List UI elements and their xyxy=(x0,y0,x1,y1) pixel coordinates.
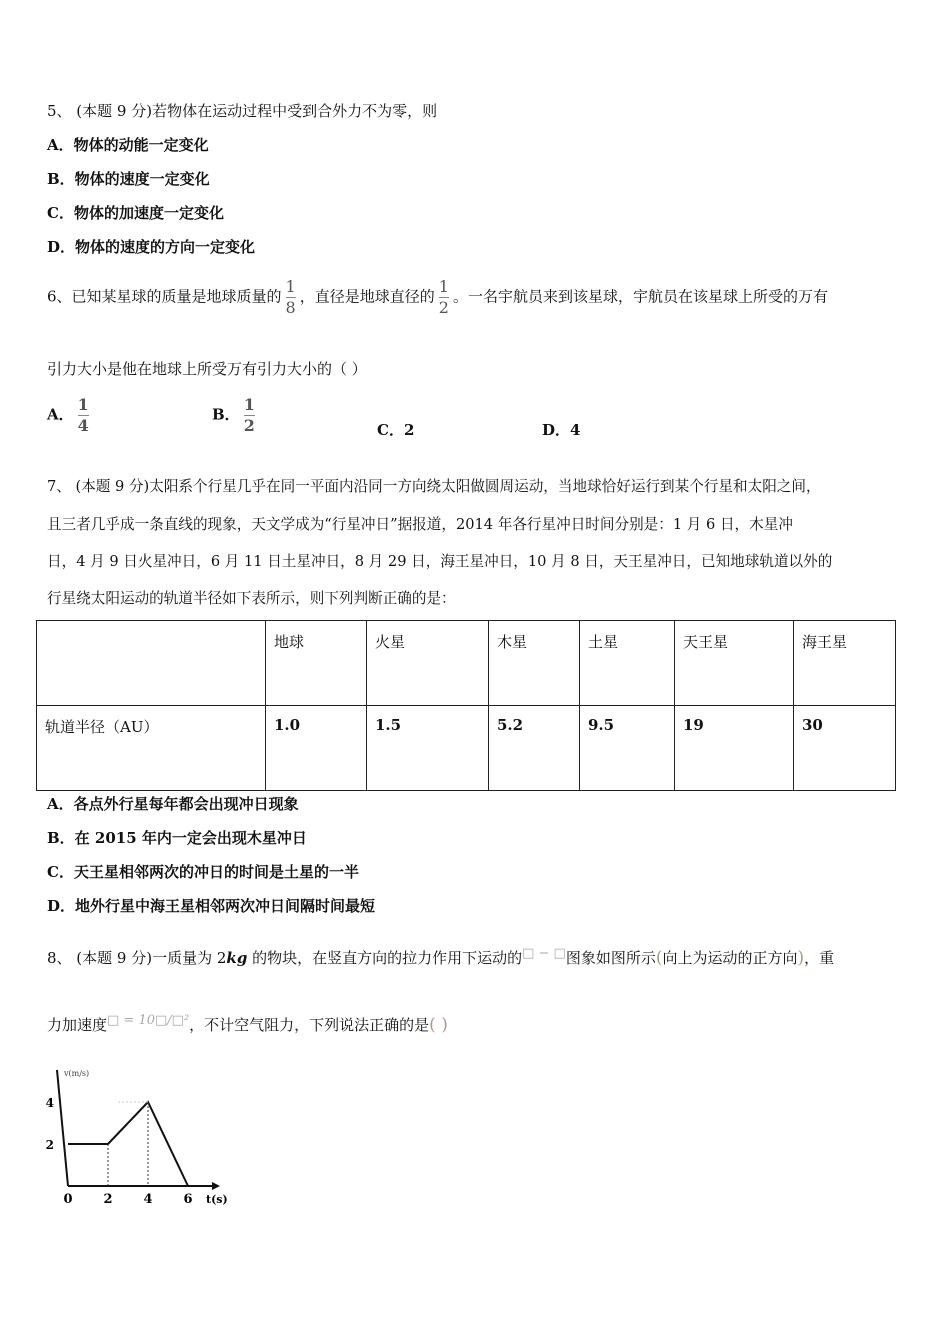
x-axis-label: t(s) xyxy=(206,1193,228,1206)
q8-line1 xyxy=(47,944,834,968)
y-axis xyxy=(57,1070,68,1186)
paren: ( ) xyxy=(429,1015,448,1035)
row-label: 轨道半径（AU） xyxy=(37,706,266,791)
x-axis-arrow xyxy=(212,1182,220,1190)
paren: ) xyxy=(797,948,805,968)
v-t-graph xyxy=(40,1060,250,1210)
header-cell: 火星 xyxy=(367,621,489,706)
y-axis-label: v(m/s) xyxy=(64,1069,90,1078)
header-cell: 地球 xyxy=(266,621,367,706)
cell: 30 xyxy=(794,706,896,791)
table-row xyxy=(37,706,896,791)
header-cell: 海王星 xyxy=(794,621,896,706)
formula-placeholder: □ − □ xyxy=(522,946,566,961)
cell: 9.5 xyxy=(580,706,675,791)
q6-option-b xyxy=(212,396,259,435)
x-tick-label: 0 xyxy=(63,1192,73,1207)
q6-option-c: C．2 xyxy=(377,421,415,439)
text: 向上为运动的正方向 xyxy=(662,949,798,967)
q7-line: 行星绕太阳运动的轨道半径如下表所示，则下列判断正确的是： xyxy=(47,590,456,607)
label: A． xyxy=(47,405,74,424)
header-cell xyxy=(37,621,266,706)
q6-text: 6、已知某星球的质量是地球质量的 xyxy=(47,287,282,306)
orbit-radius-table xyxy=(36,620,896,791)
denominator: 8 xyxy=(285,298,296,317)
q7-line: 且三者几乎成一条直线的现象，天文学成为“行星冲日”据报道，2014 年各行星冲日时间分别是：1 月 6 日，木星冲 xyxy=(47,516,793,533)
q5-option-b: B．物体的速度一定变化 xyxy=(47,170,210,188)
fraction-1-8 xyxy=(286,278,296,317)
q6-text: ，直径是地球直径的 xyxy=(299,287,435,306)
q6-option-a xyxy=(47,396,93,435)
denominator: 2 xyxy=(438,298,449,317)
header-cell: 土星 xyxy=(580,621,675,706)
fraction-1-2 xyxy=(439,278,449,317)
text: 的物块，在竖直方向的拉力作用下运动的 xyxy=(247,949,523,967)
x-tick-label: 4 xyxy=(143,1192,153,1207)
q5-option-d: D．物体的速度的方向一定变化 xyxy=(47,238,256,256)
formula-placeholder: □ = 10□/□² xyxy=(107,1013,190,1028)
x-tick-label: 6 xyxy=(183,1192,193,1207)
q8-line2 xyxy=(47,1011,448,1035)
text: ，不计空气阻力，下列说法正确的是 xyxy=(189,1016,430,1034)
table-header-row xyxy=(37,621,896,706)
denominator: 2 xyxy=(243,416,255,435)
q6-stem xyxy=(47,278,828,317)
numerator: 1 xyxy=(438,277,449,296)
q6-text: 。一名宇航员来到该星球，宇航员在该星球上所受的万有 xyxy=(452,287,828,306)
q6-stem-line2: 引力大小是他在地球上所受万有引力大小的（ ） xyxy=(47,360,367,378)
q7-option-b: B．在 2015 年内一定会出现木星冲日 xyxy=(47,829,307,847)
y-tick-label: 4 xyxy=(45,1096,54,1110)
velocity-line xyxy=(68,1102,188,1186)
q5-option-a: A．物体的动能一定变化 xyxy=(47,136,209,154)
unit: kg xyxy=(226,949,248,967)
q6-option-d: D．4 xyxy=(542,421,581,439)
cell: 1.5 xyxy=(367,706,489,791)
y-tick-label: 2 xyxy=(45,1138,54,1152)
x-tick-label: 2 xyxy=(103,1192,113,1207)
numerator: 1 xyxy=(243,395,255,414)
header-cell: 木星 xyxy=(489,621,580,706)
q7-line: 7、 (本题 9 分)太阳系个行星几乎在同一平面内沿同一方向绕太阳做圆周运动，当地球恰好运行到某个行星和太阳之间， xyxy=(47,478,821,495)
numerator: 1 xyxy=(77,395,89,414)
cell: 1.0 xyxy=(266,706,367,791)
fraction-1-4 xyxy=(78,396,89,435)
denominator: 4 xyxy=(77,416,89,435)
q7-line: 日，4 月 9 日火星冲日，6 月 11 日土星冲日，8 月 29 日，海王星冲日，10 月 8 日，天王星冲日，已知地球轨道以外的 xyxy=(47,553,833,570)
header-cell: 天王星 xyxy=(675,621,794,706)
q7-option-a: A．各点外行星每年都会出现冲日现象 xyxy=(47,795,299,813)
text: ，重 xyxy=(804,949,835,967)
fraction-1-2 xyxy=(244,396,255,435)
label: B． xyxy=(212,405,240,424)
cell: 5.2 xyxy=(489,706,580,791)
q7-option-c: C．天王星相邻两次的冲日的时间是土星的一半 xyxy=(47,863,359,881)
q7-option-d: D．地外行星中海王星相邻两次冲日间隔时间最短 xyxy=(47,897,376,915)
text: 图象如图所示 xyxy=(565,949,656,967)
numerator: 1 xyxy=(285,277,296,296)
q5-option-c: C．物体的加速度一定变化 xyxy=(47,204,224,222)
text: 8、 (本题 9 分)一质量为 2 xyxy=(47,949,227,967)
cell: 19 xyxy=(675,706,794,791)
q5-stem: 5、 (本题 9 分)若物体在运动过程中受到合外力不为零，则 xyxy=(47,102,438,120)
paren: ( xyxy=(655,948,663,968)
text: 力加速度 xyxy=(47,1016,108,1034)
